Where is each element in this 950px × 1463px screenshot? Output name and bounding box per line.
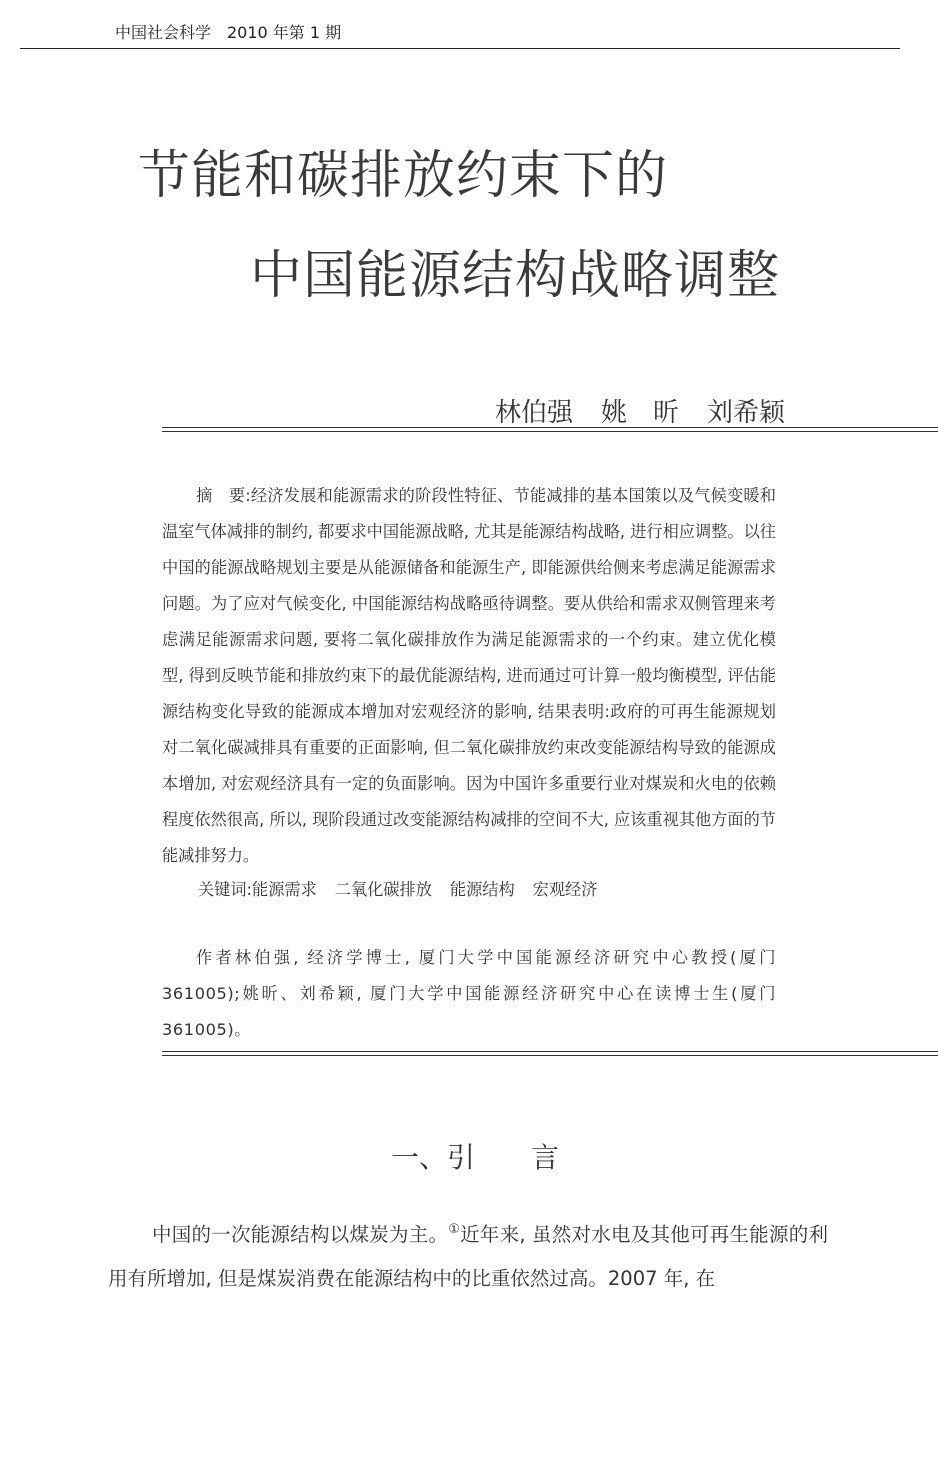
- keyword: 宏观经济: [532, 880, 598, 899]
- article-title-line-2: 中国能源结构战略调整: [250, 246, 781, 306]
- author-name: 林伯强: [494, 398, 573, 428]
- keyword: 能源结构: [449, 880, 515, 899]
- article-title-line-1: 节能和碳排放约束下的: [138, 146, 669, 206]
- author-name: 姚 昕: [600, 398, 679, 428]
- paragraph-start: 中国的一次能源结构以煤炭为主。: [152, 1223, 449, 1246]
- author-list: [495, 392, 785, 429]
- author-name: 刘希颖: [706, 398, 785, 428]
- footnote-marker[interactable]: ①: [448, 1222, 461, 1237]
- abstract-text: 摘 要:经济发展和能源需求的阶段性特征、节能减排的基本国策以及气候变暖和温室气体减排的制约, 都要求中国能源战略, 尤其是能源结构战略, 进行相应调整。以往中国的能源战略规划主要是从能源储备和能源生产, 即能源供给侧来考虑满足能源需求问题。为了应对气候变化, 中国能源结构战略亟待调整。要从供给和需求双侧管理来考虑满足能源需求问题, 要将二氧化碳排放作为满足能源需求的一个约束。建立优化模型, 得到反映节能和排放约束下的最优能源结构, 进而通过可计算一般均衡模型, 评估能源结构变化导致的能源成本增加对宏观经济的影响, 结果表明:政府的可再生能源规划对二氧化碳减排具有重要的正面影响, 但二氧化碳排放约束改变能源结构导致的能源成本增加, 对宏观经济具有一定的负面影响。因为中国许多重要行业对煤炭和火电的依赖程度依然很高, 所以, 现阶段通过改变能源结构减排的空间不大, 应该重视其他方面的节能减排努力。: [162, 486, 776, 865]
- keyword: 二氧化碳排放: [334, 880, 432, 899]
- running-head: 中国社会科学 2010 年第 1 期: [115, 23, 342, 42]
- body-paragraph: [108, 1208, 828, 1301]
- header-rule: [20, 48, 900, 49]
- author-info-text: 作者林伯强, 经济学博士, 厦门大学中国能源经济研究中心教授(厦门 361005);姚昕、刘希颖, 厦门大学中国能源经济研究中心在读博士生(厦门 361005)。: [162, 948, 776, 1039]
- abstract-bottom-rule: [162, 1051, 938, 1056]
- abstract: [162, 478, 776, 874]
- keywords-label: 关键词:能源需求: [198, 880, 317, 899]
- paragraph-rest: 近年来, 虽然对水电及其他可再生能源的利用有所增加, 但是煤炭消费在能源结构中的比重依然过高。2007 年, 在: [108, 1223, 828, 1290]
- abstract-top-rule: [162, 427, 938, 432]
- keywords: [198, 872, 597, 908]
- author-info: [162, 940, 776, 1048]
- section-heading: 一、引 言: [390, 1141, 559, 1174]
